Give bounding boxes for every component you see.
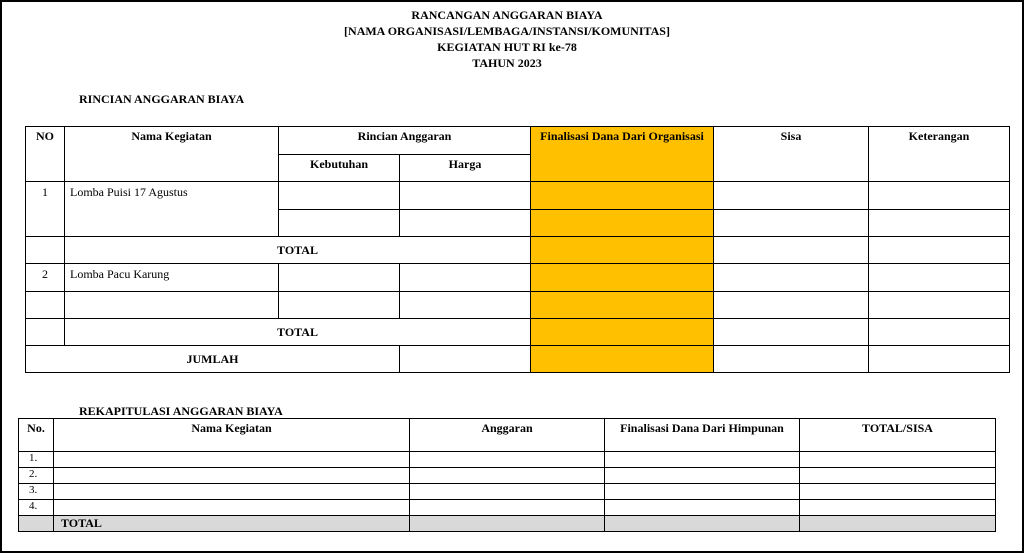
rincian-table (25, 126, 1010, 373)
cell (400, 346, 531, 373)
table-row (26, 182, 1010, 210)
table-row (26, 264, 1010, 292)
cell (605, 500, 800, 516)
rincian-title: RINCIAN ANGGARAN BIAYA (79, 92, 245, 106)
cell (279, 182, 400, 210)
rekap-title: REKAPITULASI ANGGARAN BIAYA (79, 404, 283, 418)
cell (714, 319, 869, 346)
cell (531, 346, 714, 373)
cell (800, 468, 996, 484)
cell (279, 264, 400, 292)
cell (400, 210, 531, 237)
col-harga-header: Harga (400, 155, 531, 182)
jumlah-label: JUMLAH (26, 346, 400, 373)
cell (400, 292, 531, 319)
total-label: TOTAL (65, 319, 531, 346)
rekap-col-total-sisa-header: TOTAL/SISA (800, 419, 996, 452)
cell (800, 452, 996, 468)
doc-event: KEGIATAN HUT RI ke-78 (437, 40, 577, 54)
col-rincian-header: Rincian Anggaran (279, 127, 531, 155)
cell (869, 182, 1010, 210)
cell (800, 484, 996, 500)
cell (531, 292, 714, 319)
cell (714, 346, 869, 373)
doc-year: TAHUN 2023 (472, 56, 542, 70)
rekap-row-no: 1. (19, 452, 54, 468)
cell (869, 319, 1010, 346)
cell (714, 210, 869, 237)
doc-title: RANCANGAN ANGGARAN BIAYA (411, 8, 603, 22)
cell (19, 516, 54, 532)
cell (714, 292, 869, 319)
cell (531, 237, 714, 264)
rekap-total-label: TOTAL (54, 516, 410, 532)
doc-organization: [NAMA ORGANISASI/LEMBAGA/INSTANSI/KOMUNITAS] (344, 24, 670, 38)
cell (605, 516, 800, 532)
cell (65, 292, 279, 319)
cell (605, 484, 800, 500)
rekap-row-no: 3. (19, 484, 54, 500)
rekap-row-no: 2. (19, 468, 54, 484)
item-nama: Lomba Puisi 17 Agustus (65, 182, 279, 237)
cell (279, 210, 400, 237)
total-label: TOTAL (65, 237, 531, 264)
cell (869, 237, 1010, 264)
cell (800, 500, 996, 516)
cell (714, 264, 869, 292)
cell (410, 468, 605, 484)
cell (54, 468, 410, 484)
cell (531, 264, 714, 292)
table-row (26, 292, 1010, 319)
table-row (19, 516, 996, 532)
rekap-col-finalisasi-header: Finalisasi Dana Dari Himpunan (605, 419, 800, 452)
col-keterangan-header: Keterangan (869, 127, 1010, 182)
cell (531, 210, 714, 237)
cell (26, 292, 65, 319)
cell (26, 319, 65, 346)
cell (410, 452, 605, 468)
col-nama-header: Nama Kegiatan (65, 127, 279, 182)
rekap-col-anggaran-header: Anggaran (410, 419, 605, 452)
col-finalisasi-header: Finalisasi Dana Dari Organisasi (531, 127, 714, 182)
cell (714, 237, 869, 264)
rekap-col-no-header: No. (19, 419, 54, 452)
cell (869, 346, 1010, 373)
rekap-table (18, 418, 996, 532)
col-kebutuhan-header: Kebutuhan (279, 155, 400, 182)
cell (800, 516, 996, 532)
table-row (19, 452, 996, 468)
rekap-row-no: 4. (19, 500, 54, 516)
cell (400, 182, 531, 210)
cell (605, 452, 800, 468)
cell (410, 484, 605, 500)
cell (410, 500, 605, 516)
cell (54, 452, 410, 468)
cell (869, 264, 1010, 292)
cell (869, 210, 1010, 237)
cell (400, 264, 531, 292)
table-row (19, 484, 996, 500)
cell (714, 182, 869, 210)
cell (54, 500, 410, 516)
cell (26, 237, 65, 264)
cell (410, 516, 605, 532)
col-no-header: NO (26, 127, 65, 182)
rekap-col-nama-header: Nama Kegiatan (54, 419, 410, 452)
cell (869, 292, 1010, 319)
table-row (26, 237, 1010, 264)
table-row (19, 500, 996, 516)
cell (531, 182, 714, 210)
item-no: 2 (26, 264, 65, 292)
cell (54, 484, 410, 500)
table-row (26, 346, 1010, 373)
table-row (19, 468, 996, 484)
table-row (26, 319, 1010, 346)
cell (531, 319, 714, 346)
item-nama: Lomba Pacu Karung (65, 264, 279, 292)
cell (279, 292, 400, 319)
item-no: 1 (26, 182, 65, 237)
cell (605, 468, 800, 484)
col-sisa-header: Sisa (714, 127, 869, 182)
